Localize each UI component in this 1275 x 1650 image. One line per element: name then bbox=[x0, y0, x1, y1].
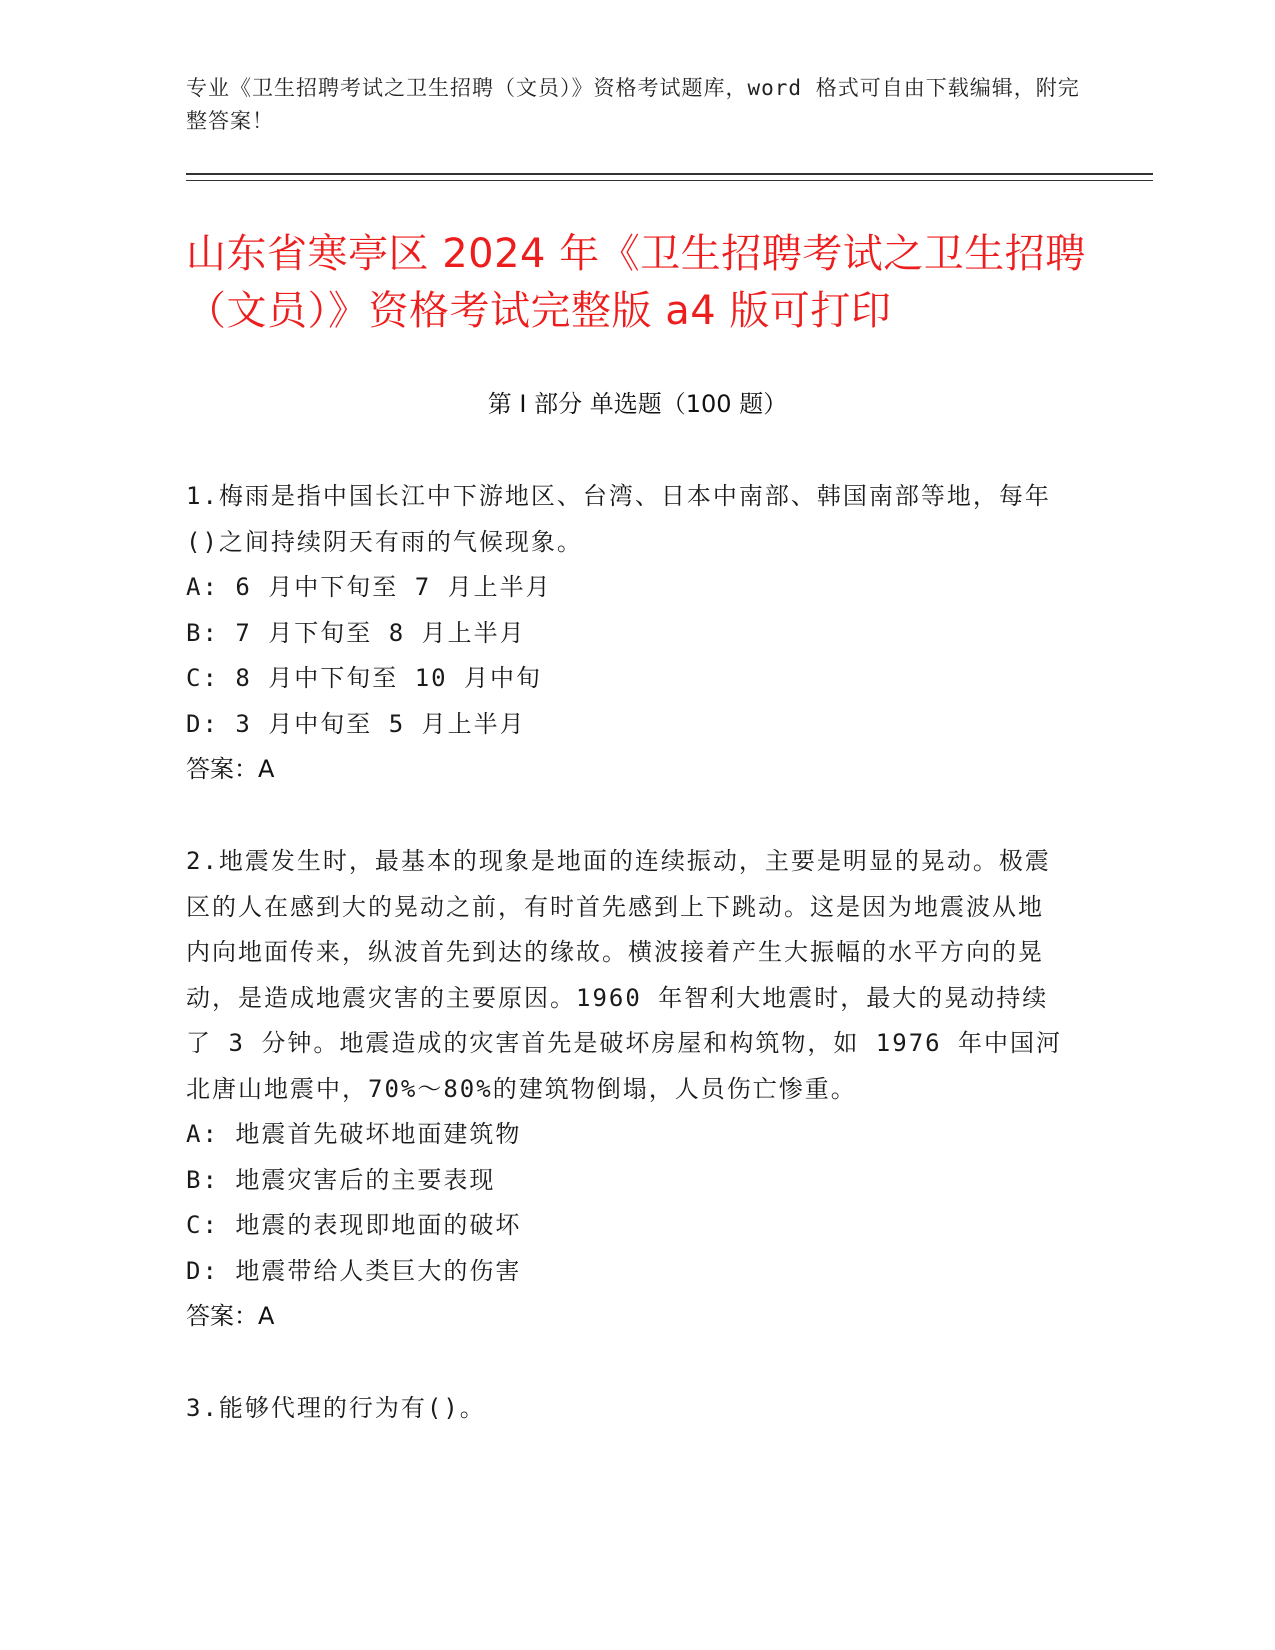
option-d: D: 3 月中旬至 5 月上半月 bbox=[186, 709, 526, 738]
section-heading: 第 I 部分 单选题（100 题） bbox=[487, 390, 788, 418]
question-2 bbox=[186, 839, 1066, 1339]
answer: 答案：A bbox=[186, 1302, 275, 1330]
option-b: B: 地震灾害后的主要表现 bbox=[186, 1165, 496, 1194]
option-a: A: 地震首先破坏地面建筑物 bbox=[186, 1120, 522, 1148]
option-c: C: 8 月中下旬至 10 月中旬 bbox=[186, 664, 543, 692]
question-1 bbox=[186, 474, 1066, 792]
option-c: C: 地震的表现即地面的破坏 bbox=[186, 1211, 522, 1239]
header-divider-thick bbox=[186, 173, 1153, 175]
option-b: B: 7 月下旬至 8 月上半月 bbox=[186, 618, 526, 647]
header-note: 专业《卫生招聘考试之卫生招聘（文员）》资格考试题库，word 格式可自由下载编辑，附完整答案！ bbox=[186, 76, 1080, 133]
question-stem: 1.梅雨是指中国长江中下游地区、台湾、日本中南部、韩国南部等地，每年()之间持续阴天有雨的气候现象。 bbox=[186, 482, 1051, 556]
option-d: D: 地震带给人类巨大的伤害 bbox=[186, 1256, 522, 1285]
option-a: A: 6 月中下旬至 7 月上半月 bbox=[186, 573, 552, 601]
question-3 bbox=[186, 1386, 1066, 1432]
question-stem: 3.能够代理的行为有()。 bbox=[186, 1394, 486, 1422]
document-title: 山东省寒亭区 2024 年《卫生招聘考试之卫生招聘（文员）》资格考试完整版 a4 版可打印 bbox=[186, 231, 1086, 334]
header-divider-thin bbox=[186, 180, 1153, 181]
answer: 答案：A bbox=[186, 755, 275, 783]
question-list bbox=[186, 474, 1066, 1479]
question-stem: 2.地震发生时，最基本的现象是地面的连续振动，主要是明显的晃动。极震区的人在感到大的晃动之前，有时首先感到上下跳动。这是因为地震波从地内向地面传来，纵波首先到达的缘故。横波接着产生大振幅的水平方向的晃动，是造成地震灾害的主要原因。1960 年智利大地震时，最大的晃动持续了 3 分钟。地震造成的灾害首先是破坏房屋和构筑物，如 1976 年中国河北唐山地震中，70%～80%的建筑物倒塌，人员伤亡惨重。 bbox=[186, 847, 1063, 1103]
